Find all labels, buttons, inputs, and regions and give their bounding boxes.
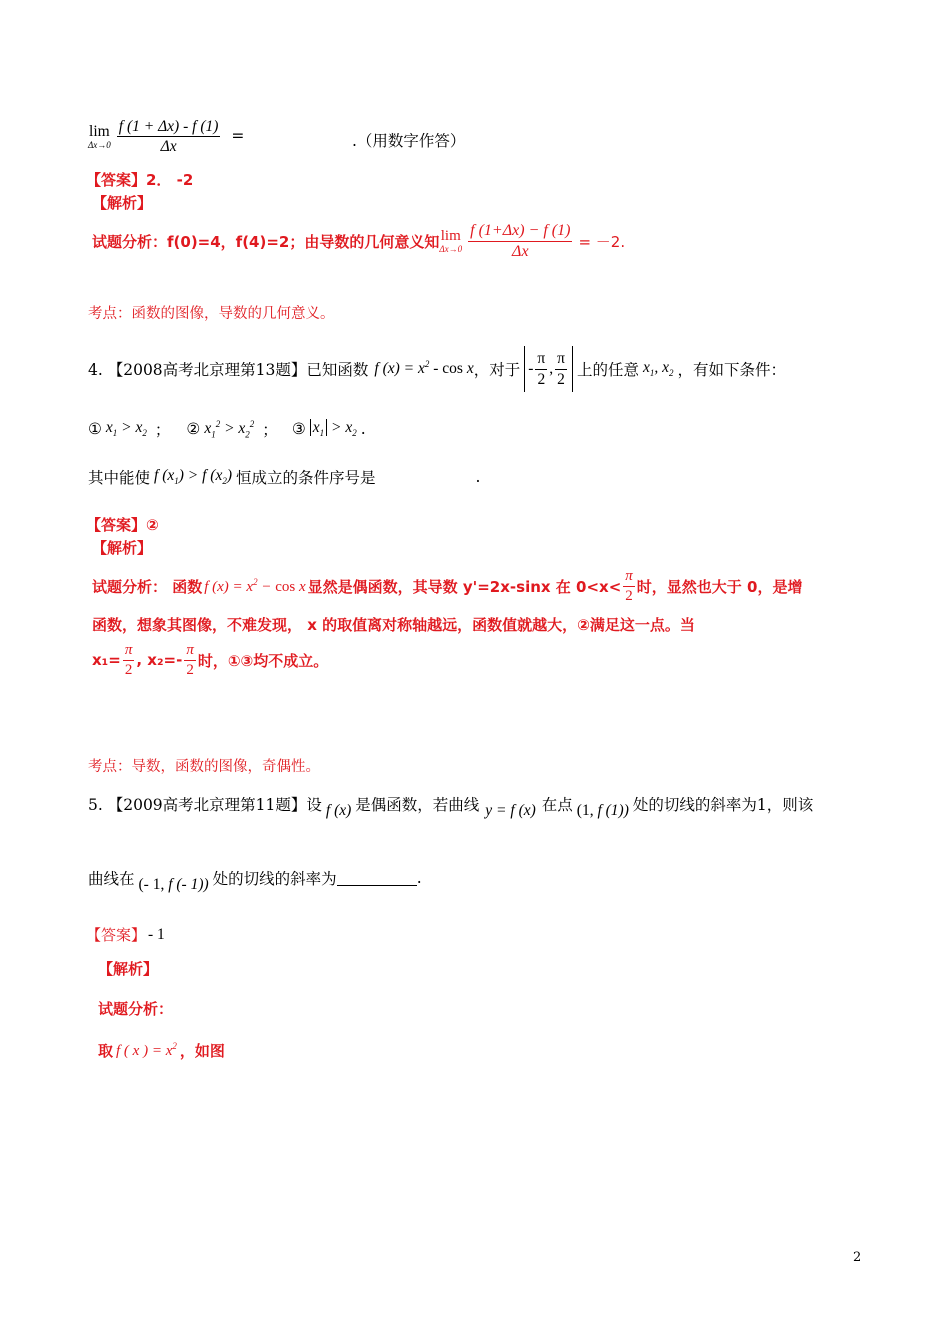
q5-answer — [86, 924, 165, 945]
q4-analysis-line2: 函数，想象其图像，不难发现， x 的取值离对称轴越远，函数值就越大，②满足这一点。当 — [92, 616, 695, 634]
q4-line3-b: 恒成立的条件序号是 — [236, 469, 376, 487]
q4-a3-c: 时，①③均不成立。 — [197, 651, 329, 670]
q4-a1-c: 时，显然也大于 0，是增 — [636, 577, 803, 596]
q3-analysis: 试题分析：f(0)=4，f(4)=2；由导数的几何意义知 lim Δx→0 $\frac{f (1+\Delta x) - f (1)}{\Delta x}$ = －2. — [92, 222, 626, 260]
q4-conditions-tail: ，有如下条件： — [677, 361, 787, 379]
q4-a3-b: , x₂=- — [136, 651, 183, 669]
q3-kaodian: 考点：函数的图像，导数的几何意义。 — [88, 306, 335, 322]
q5-b: 是偶函数，若曲线 — [355, 796, 480, 814]
q4-line1: 4. 【2008高考北京理第13题】已知函数 f $(x) = x^2 - \cos x$ ，对于 - $\frac{\pi}{2}$ , $\frac{\pi}{2}$ 上的任意 $x_1$, $x_2$ ，有如下条件： — [88, 346, 786, 392]
q5-d: 处的切线的斜率为1，则该 — [632, 796, 814, 814]
q4-condition-1-mark: ① — [88, 420, 102, 438]
q3-analysis-text: 试题分析：f(0)=4，f(4)=2；由导数的几何意义知 — [92, 232, 440, 251]
q4-duiyu: ，对于 — [473, 361, 521, 379]
q5-answer-label: 【答案】 — [86, 926, 147, 944]
q4-intro: 4. 【2008高考北京理第13题】已知函数 — [88, 361, 369, 379]
q4-line3-a: 其中能使 — [88, 469, 151, 487]
q5-line2-b: 处的切线的斜率为 — [212, 870, 337, 888]
q5-line2-a: 曲线在 — [88, 870, 135, 888]
q4-condition-2-mark: ② — [186, 420, 201, 438]
q5-take-b: ，如图 — [179, 1042, 225, 1060]
q5-c: 在点 — [541, 796, 573, 814]
q4-line3-c: . — [475, 468, 481, 486]
q4-line3: 其中能使 f $(x_1) > f$ $(x_2)$ 恒成立的条件序号是 . — [88, 467, 481, 487]
q5-take-a: 取 — [98, 1042, 114, 1060]
q5-analysis-text: 试题分析： — [98, 1000, 174, 1018]
q4-a1-a: 试题分析： 函数 — [92, 577, 203, 596]
q4-analysis-label: 【解析】 — [92, 539, 153, 557]
q5-line2: 曲线在 (- 1, f (- 1)) 处的切线的斜率为 . — [88, 869, 422, 893]
q4-conditions: ① $x_1 > x_2$ ； ② $x_1^2 > x_2^2$ ； ③ $x_1 > x_2$ . — [88, 418, 366, 440]
q5-take-line: 取 f ( x ) = $x^2$ ，如图 — [98, 1041, 225, 1060]
q4-a1-b: 显然是偶函数，其导数 y'=2x-sinx 在 0<x< — [307, 577, 622, 596]
q4-shangde: 上的任意 — [576, 361, 639, 379]
q5-line1: 5. 【2009高考北京理第11题】设 f (x) 是偶函数，若曲线 y = f (x) 在点 (1, f (1)) 处的切线的斜率为1，则该 — [88, 788, 813, 820]
q3-analysis-result: = －2. — [578, 232, 626, 251]
q4-a3-a: x₁= — [92, 651, 121, 669]
q4-answer: 【答案】② — [86, 516, 159, 534]
q3-limit-expression: lim Δx→0 $\frac{f (1 + \Delta x) - f (1)}{\Delta x}$ = — [88, 118, 245, 156]
q5-line2-c: . — [416, 869, 422, 887]
q3-answer: 【答案】2． -2 — [86, 171, 194, 189]
page-number: 2 — [853, 1250, 862, 1265]
q5-answer-blank — [337, 871, 417, 886]
q5-answer-value: - 1 — [148, 925, 165, 943]
q4-analysis-line1: 试题分析： 函数 f $(x) = x^2 - \cos x$ 显然是偶函数，其导数 y'=2x-sinx 在 0<x< $\frac{\pi}{2}$ 时，显然也大于 0，是增 — [92, 568, 803, 604]
q4-kaodian: 考点：导数，函数的图像，奇偶性。 — [88, 759, 320, 775]
q5-analysis-label: 【解析】 — [98, 960, 159, 978]
q3-analysis-label: 【解析】 — [92, 194, 153, 212]
q4-condition-3-mark: ③ — [291, 420, 306, 438]
q4-analysis-line3: x₁= $\frac{\pi}{2}$ , x₂=- $\frac{\pi}{2}$ 时，①③均不成立。 — [92, 642, 329, 678]
q3-instruction: .（用数字作答） — [352, 132, 466, 150]
q5-intro: 5. 【2009高考北京理第11题】设 — [88, 796, 322, 814]
